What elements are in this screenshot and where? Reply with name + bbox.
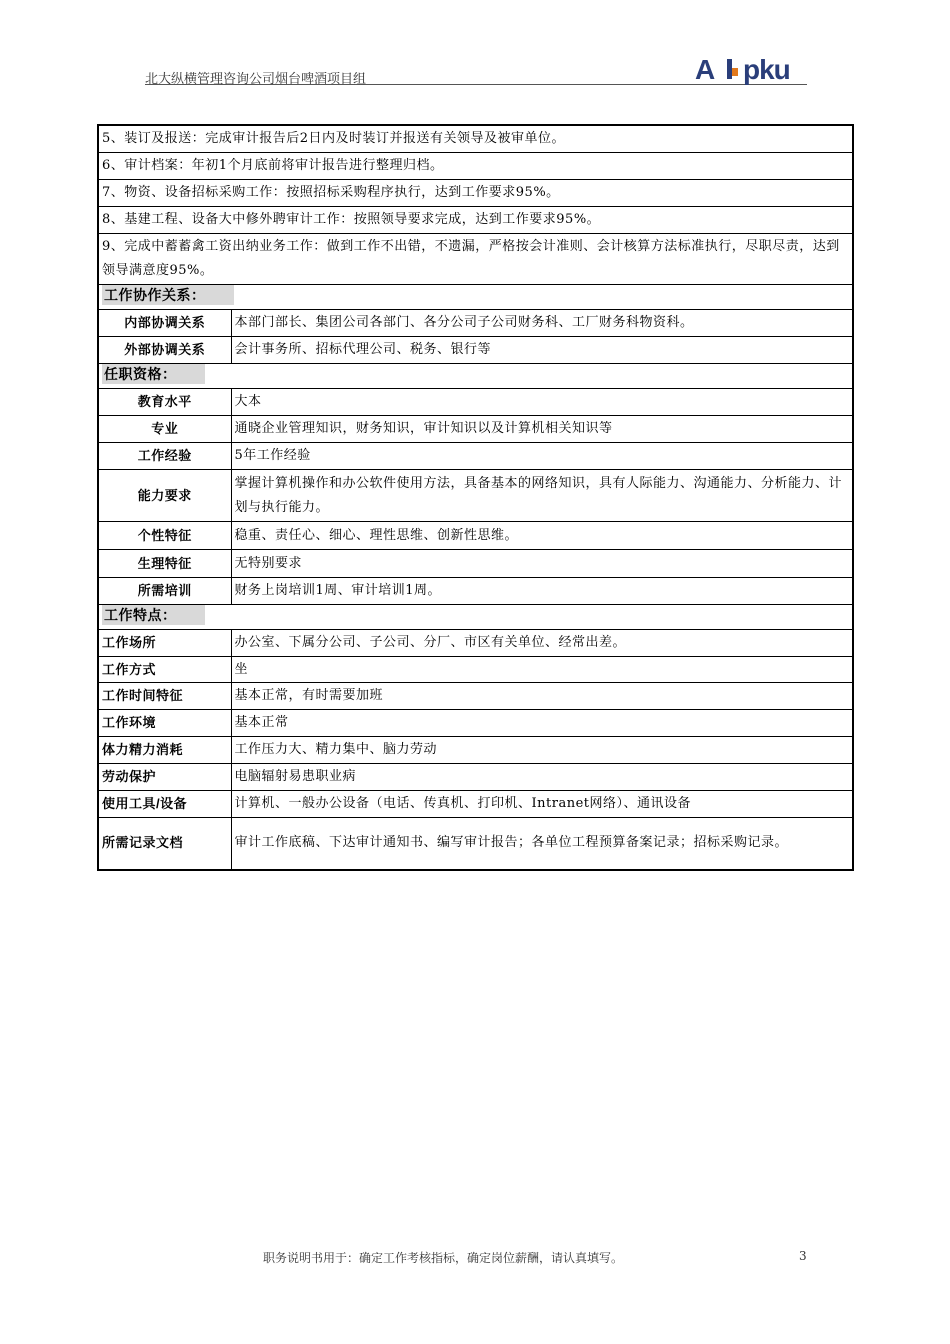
section-title-qualifications: 任职资格： [102,364,205,384]
row-value: 通晓企业管理知识，财务知识，审计知识以及计算机相关知识等 [231,416,853,443]
table-row [98,683,853,710]
duty-item: 9、完成中蓄蓄禽工资出纳业务工作：做到工作不出错，不遗漏，严格按会计准则、会计核算方法标准执行，尽职尽责，达到领导满意度95%。 [98,234,853,285]
table-row [98,443,853,470]
job-description-table [97,124,854,871]
row-label: 工作环境 [98,710,231,737]
footer-note: 职务说明书用于：确定工作考核指标，确定岗位薪酬，请认真填写。 [263,1251,624,1265]
row-label: 所需培训 [98,578,231,605]
row-label: 工作经验 [98,443,231,470]
duty-item: 7、物资、设备招标采购工作：按照招标采购程序执行，达到工作要求95%。 [98,180,853,207]
row-value: 工作压力大、精力集中、脑力劳动 [231,737,853,764]
row-value: 会计事务所、招标代理公司、税务、银行等 [231,337,853,364]
row-label: 内部协调关系 [98,310,231,337]
row-value: 掌握计算机操作和办公软件使用方法，具备基本的网络知识，具有人际能力、沟通能力、分析能力、计划与执行能力。 [231,470,853,522]
section-title-cooperation: 工作协作关系： [102,285,234,305]
row-value: 稳重、责任心、细心、理性思维、创新性思维。 [231,522,853,550]
duty-row [98,125,853,153]
logo-text-pku: pku [743,54,790,85]
table-row [98,337,853,364]
duty-row [98,180,853,207]
table-row [98,791,853,818]
table-row [98,657,853,683]
row-value: 电脑辐射易患职业病 [231,764,853,791]
duty-row [98,207,853,234]
table-row [98,578,853,605]
duty-row [98,153,853,180]
row-value: 审计工作底稿、下达审计通知书、编写审计报告；各单位工程预算备案记录；招标采购记录。 [231,818,853,870]
row-value: 办公室、下属分公司、子公司、分厂、市区有关单位、经常出差。 [231,630,853,657]
duty-item: 8、基建工程、设备大中修外聘审计工作：按照领导要求完成，达到工作要求95%。 [98,207,853,234]
section-header-row [98,605,853,630]
table-row [98,416,853,443]
row-value: 坐 [231,657,853,683]
row-label: 体力精力消耗 [98,737,231,764]
table-row [98,710,853,737]
row-label: 个性特征 [98,522,231,550]
row-label: 能力要求 [98,470,231,522]
table-row [98,630,853,657]
row-value: 本部门部长、集团公司各部门、各分公司子公司财务科、工厂财务科物资科。 [231,310,853,337]
section-header-row [98,285,853,310]
row-value: 计算机、一般办公设备（电话、传真机、打印机、Intranet网络）、通讯设备 [231,791,853,818]
row-label: 外部协调关系 [98,337,231,364]
table-row [98,522,853,550]
page-number: 3 [799,1249,807,1263]
row-label: 工作时间特征 [98,683,231,710]
duty-item: 5、装订及报送：完成审计报告后2日内及时装订并报送有关领导及被审单位。 [98,125,853,153]
row-label: 生理特征 [98,550,231,578]
row-label: 教育水平 [98,389,231,416]
section-header-row [98,364,853,389]
row-label: 专业 [98,416,231,443]
row-value: 无特别要求 [231,550,853,578]
row-label: 使用工具/设备 [98,791,231,818]
row-value: 基本正常 [231,710,853,737]
table-row [98,818,853,870]
row-label: 所需记录文档 [98,818,231,870]
alpku-logo [695,54,807,84]
duty-item: 6、审计档案：年初1个月底前将审计报告进行整理归档。 [98,153,853,180]
row-label: 工作场所 [98,630,231,657]
table-row [98,310,853,337]
section-title-features: 工作特点： [102,605,205,625]
logo-mark-icon [725,59,738,79]
row-label: 工作方式 [98,657,231,683]
table-row [98,389,853,416]
row-label: 劳动保护 [98,764,231,791]
row-value: 5年工作经验 [231,443,853,470]
table-row [98,550,853,578]
row-value: 财务上岗培训1周、审计培训1周。 [231,578,853,605]
organization-name: 北大纵横管理咨询公司烟台啤酒项目组 [145,72,367,87]
table-row [98,764,853,791]
page-header [145,54,807,88]
table-row [98,737,853,764]
logo-letter-a: A [695,54,715,85]
table-row [98,470,853,522]
row-value: 大本 [231,389,853,416]
duty-row [98,234,853,285]
row-value: 基本正常，有时需要加班 [231,683,853,710]
